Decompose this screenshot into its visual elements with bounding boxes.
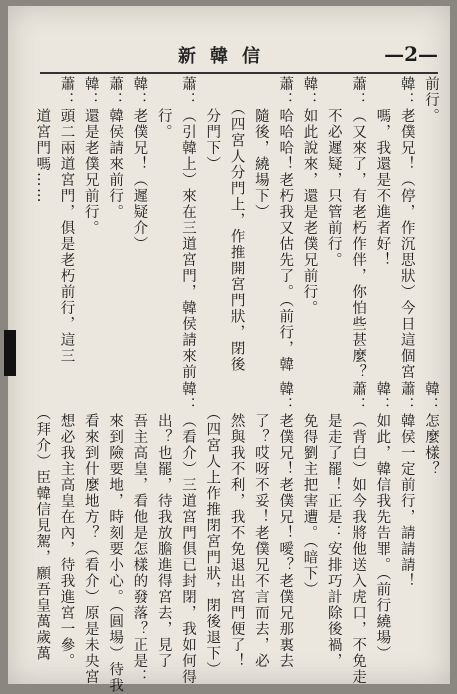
text-column: （四宮人上作推閉宮門狀，閉後退下） xyxy=(204,381,221,678)
text-column: 蕭：（背白）如今我將他送入虎口，不免走 xyxy=(350,381,367,685)
text-column: 看來到什麼地方？（看介）原是未央宮 xyxy=(82,381,99,685)
text-column: 韓：（看介）三道宮門俱已封閉，我如何得 xyxy=(180,381,196,685)
text-column: 韓：如此，韓信我先告罪。（前行繞場） xyxy=(374,381,391,662)
header-rule xyxy=(40,72,438,74)
text-column: 了？哎呀不妥！老僕兄不言而去，必 xyxy=(252,381,269,669)
text-column: 隨後，繞場下） xyxy=(252,76,269,220)
text-column: 蕭：（又來了，有老朽作伴，你怕些甚麼？ xyxy=(350,76,367,380)
page-header xyxy=(8,34,450,67)
text-column: 吾主高皇，看他是怎樣的發落？正是： xyxy=(131,381,148,685)
text-column: 蕭：哈哈哈！老朽我又估先了。（前行，韓 xyxy=(277,76,294,373)
page xyxy=(8,6,450,694)
text-column: 道宮門嗎…… xyxy=(34,76,51,204)
text-column: 韓：還是老僕兄前行。 xyxy=(82,76,99,236)
text-column: （四宮人分門上，作推開宮門狀，閉後 xyxy=(228,76,245,373)
text-column: （拜介）臣韓信見駕，願吾皇萬歲萬 xyxy=(34,381,51,662)
page-number: —2— xyxy=(384,42,438,66)
text-column: 是走了罷！正是：安排巧計除後禍， xyxy=(325,381,342,669)
text-column: 蕭：韓侯請來前行。 xyxy=(107,76,124,220)
text-column: 前行。 xyxy=(423,76,439,124)
text-column: 嗎，我還是不進者好！ xyxy=(374,76,391,268)
text-column: 蕭：韓侯一定前行，請請請！ xyxy=(398,381,415,589)
text-column: 行。 xyxy=(155,76,172,140)
text-column: 不必遲疑，只管前行。 xyxy=(325,76,342,268)
text-column: 免得劉主把害遭。（暗下） xyxy=(301,381,318,598)
text-column: 來到險要地，時刻要小心。（圓場）待我 xyxy=(107,381,124,694)
text-column: 出？也罷，待我放膽進得宮去，見了 xyxy=(155,381,172,669)
text-column: 韓：如此說來，還是老僕兄前行。 xyxy=(301,76,318,316)
text-column: 蕭：頭二兩道宮門，俱是老朽前行，這三 xyxy=(58,76,75,364)
page-title: 新韓信 xyxy=(178,46,274,67)
text-column: 蕭：（引韓上）來在三道宮門，韓侯請來前 xyxy=(180,76,196,380)
text-column: 韓：怎麼樣？ xyxy=(423,381,439,477)
text-column: 想必我主高皇在內，待我進宮一參。 xyxy=(58,381,75,669)
text-column: 分門下） xyxy=(204,76,221,172)
text-column: 韓：老僕兄！老僕兄！噯？老僕兄那裏去 xyxy=(277,381,294,669)
text-column: 然與我不利，我不免退出宮門便了！ xyxy=(228,381,245,669)
text-column: 韓：老僕兄！（停，作沉思狀）今日這個宮 xyxy=(398,76,415,380)
binding-mark xyxy=(4,330,16,376)
text-column: 韓：老僕兄！（遲疑介） xyxy=(131,76,148,252)
